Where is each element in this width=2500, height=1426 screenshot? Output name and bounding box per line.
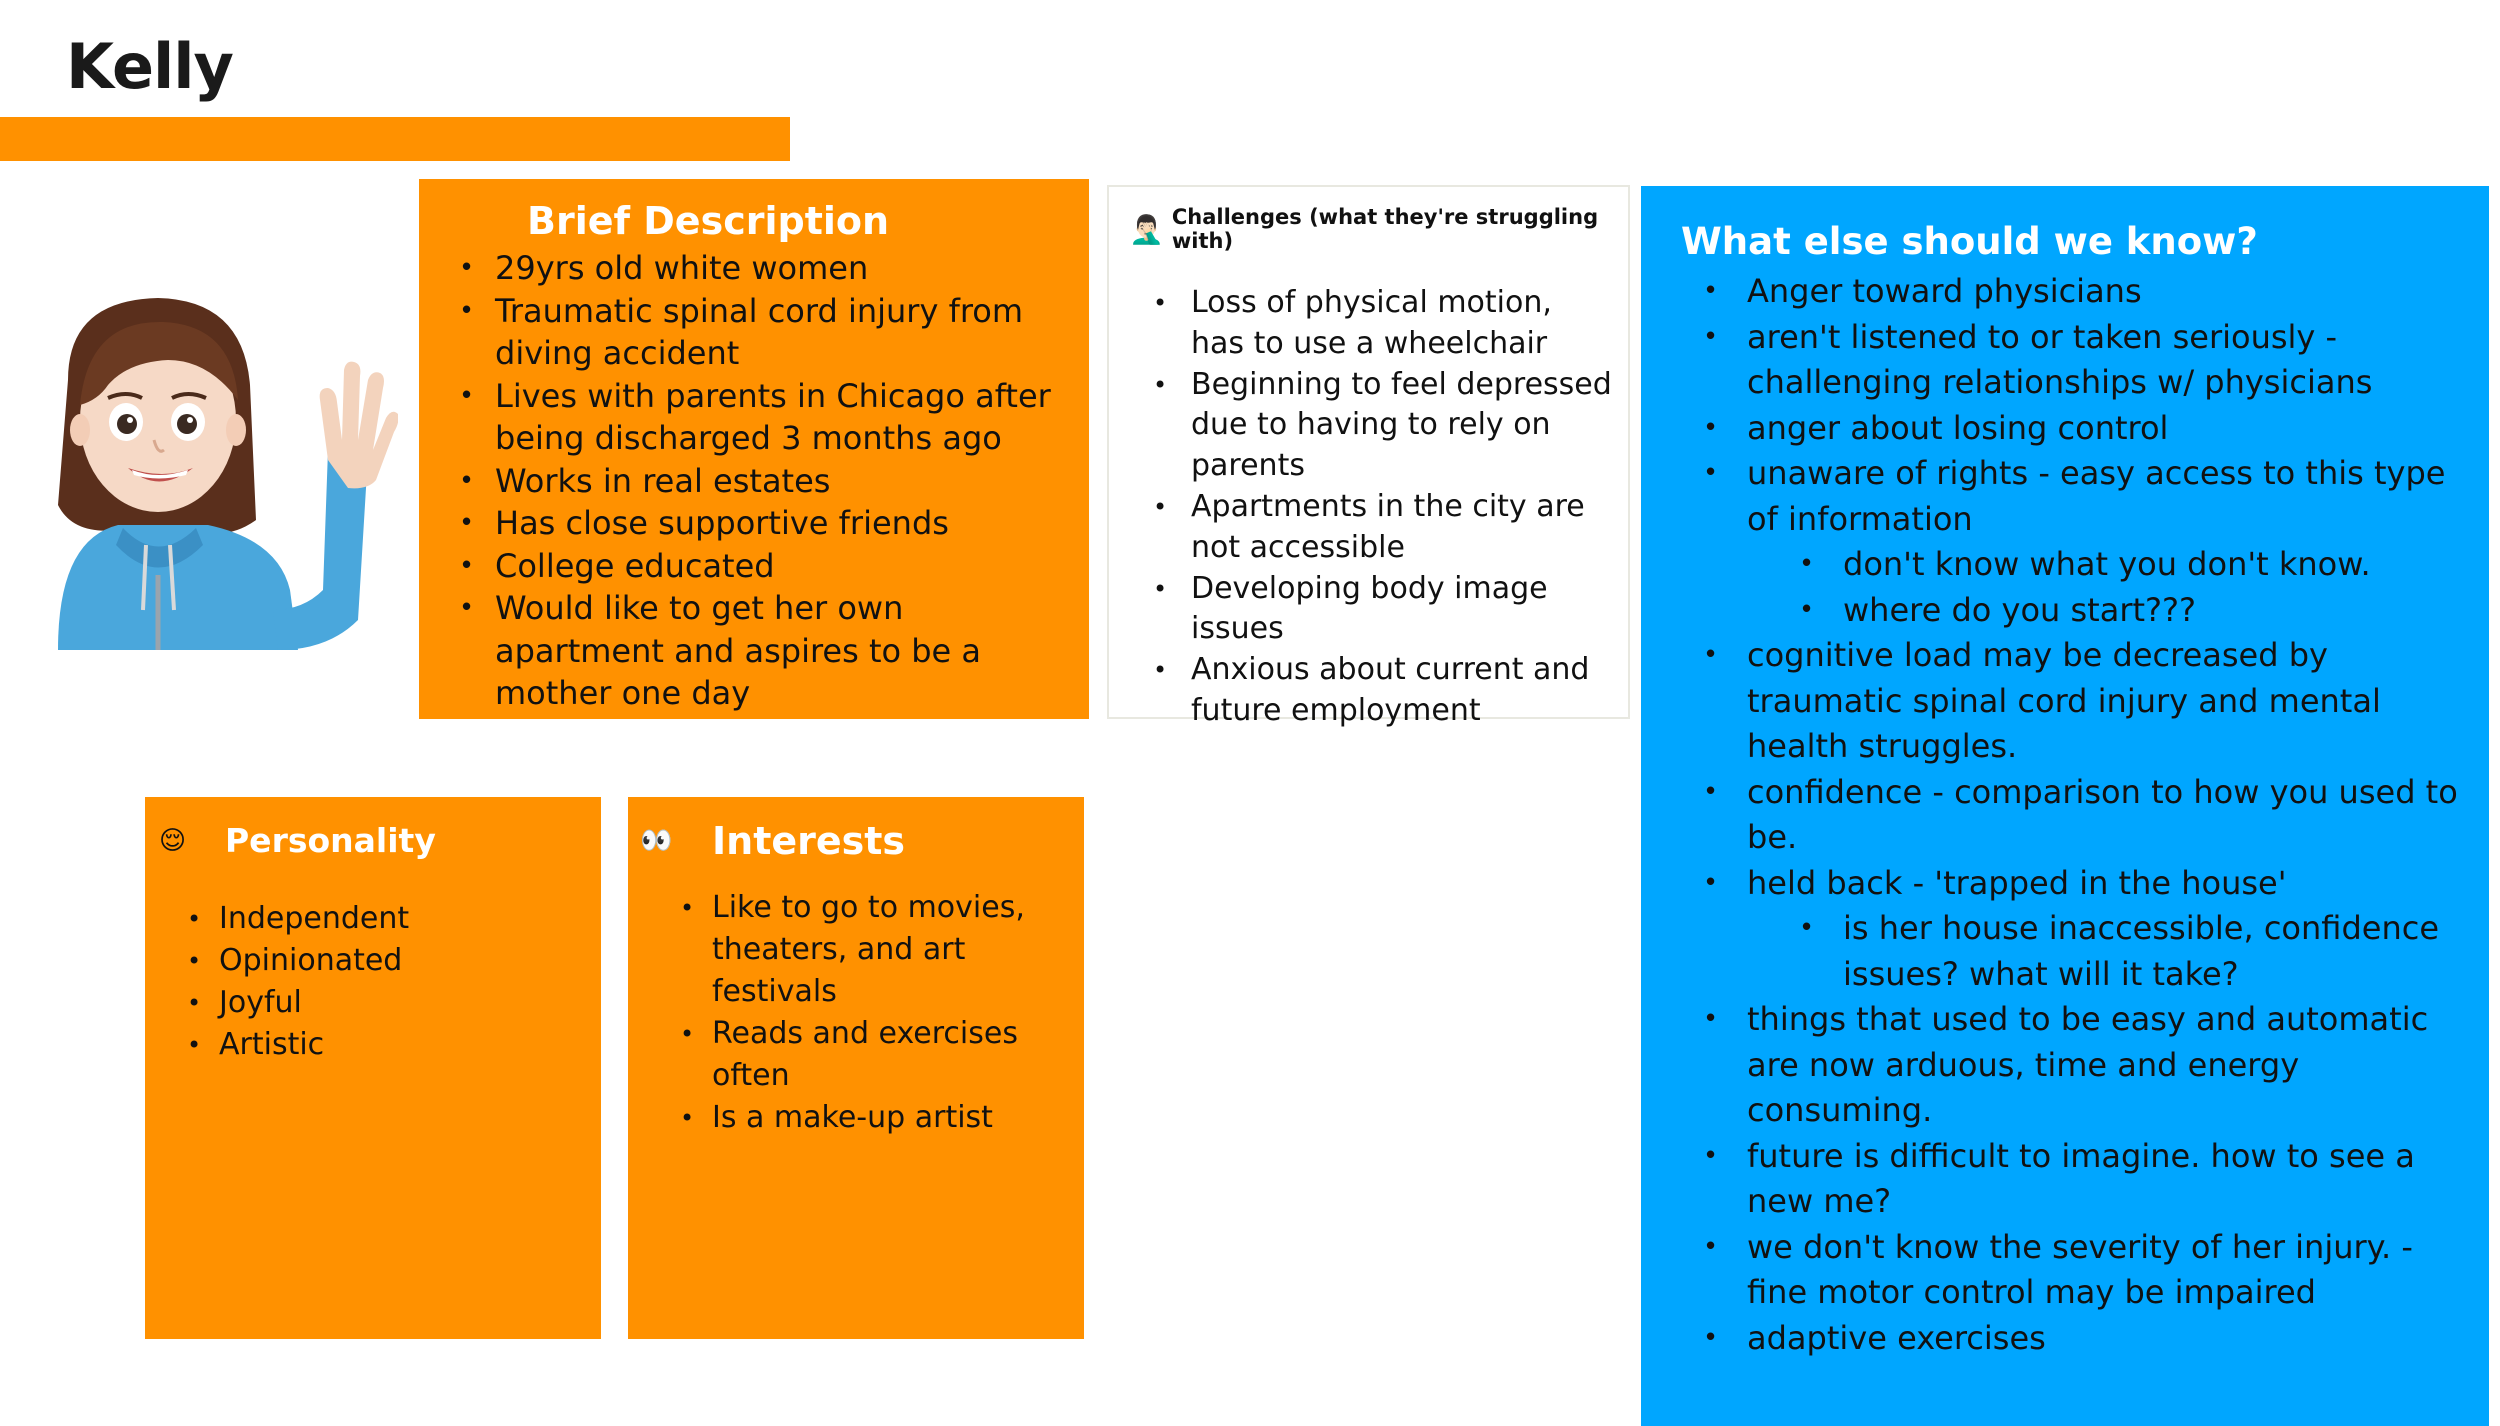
what-else-list: [1681, 269, 2469, 1361]
personality-card: [145, 797, 601, 1339]
sub-list-item: • is her house inaccessible, confidence issues? what will it take?: [1693, 906, 2469, 997]
list-item: • Joyful: [187, 982, 585, 1024]
sub-list-item: • don't know what you don't know.: [1693, 542, 2469, 588]
list-item: • Is a make-up artist: [680, 1097, 1068, 1139]
personality-title: Personality: [225, 821, 436, 860]
list-item: • Like to go to movies, theaters, and art festivals: [680, 887, 1068, 1013]
challenges-card: [1107, 185, 1630, 728]
list-item: • Anxious about current and future employment: [1153, 650, 1612, 732]
list-item: • anger about losing control: [1693, 406, 2469, 452]
list-item: • Beginning to feel depressed due to having to rely on parents: [1153, 365, 1612, 487]
list-item: • Would like to get her own apartment and aspires to be a mother one day: [459, 587, 1071, 715]
list-item: • Works in real estates: [459, 460, 1071, 503]
personality-list: [159, 898, 585, 1066]
list-item: • unaware of rights - easy access to this type of information: [1693, 451, 2469, 542]
brief-description-list: [459, 247, 1071, 715]
list-item: • Lives with parents in Chicago after being discharged 3 months ago: [459, 375, 1071, 460]
list-item: • 29yrs old white women: [459, 247, 1071, 290]
interests-card: [628, 797, 1084, 1339]
list-item: • confidence - comparison to how you used to be.: [1693, 770, 2469, 861]
waving-memoji-avatar-icon: [28, 290, 398, 650]
list-item: • things that used to be easy and automatic are now arduous, time and energy consuming.: [1693, 997, 2469, 1134]
challenges-list: [1129, 283, 1612, 732]
persona-name: Kelly: [66, 30, 233, 103]
list-item: • Reads and exercises often: [680, 1013, 1068, 1097]
list-item: • Artistic: [187, 1024, 585, 1066]
sub-list-item: • where do you start???: [1693, 588, 2469, 634]
interests-header: [640, 819, 1068, 863]
list-item: • Opinionated: [187, 940, 585, 982]
interests-title: Interests: [712, 819, 906, 863]
facepalm-icon: 🤦🏻‍♂️: [1129, 212, 1164, 246]
list-item: • Loss of physical motion, has to use a wheelchair: [1153, 283, 1612, 365]
list-item: • adaptive exercises: [1693, 1316, 2469, 1362]
list-item: • Apartments in the city are not accessible: [1153, 487, 1612, 569]
brief-description-card: [419, 179, 1089, 719]
list-item: • Developing body image issues: [1153, 569, 1612, 651]
relieved-face-icon: 😌: [159, 825, 187, 856]
brief-description-title: Brief Description: [527, 199, 890, 243]
list-item: • we don't know the severity of her injury. - fine motor control may be impaired: [1693, 1225, 2469, 1316]
what-else-card: [1641, 186, 2489, 1426]
list-item: • Traumatic spinal cord injury from diving accident: [459, 290, 1071, 375]
title-underline-bar: [0, 117, 790, 161]
eyes-icon: 👀: [640, 826, 673, 856]
challenges-title: Challenges (what they're struggling with): [1171, 205, 1599, 253]
challenges-header: [1129, 205, 1612, 253]
list-item: • aren't listened to or taken seriously - challenging relationships w/ physicians: [1693, 315, 2469, 406]
list-item: • Has close supportive friends: [459, 502, 1071, 545]
interests-list: [640, 887, 1068, 1139]
list-item: • Anger toward physicians: [1693, 269, 2469, 315]
list-item: • future is difficult to imagine. how to see a new me?: [1693, 1134, 2469, 1225]
what-else-title: What else should we know?: [1681, 220, 2258, 263]
list-item: • cognitive load may be decreased by traumatic spinal cord injury and mental health struggles.: [1693, 633, 2469, 770]
list-item: • Independent: [187, 898, 585, 940]
list-item: • held back - 'trapped in the house': [1693, 861, 2469, 907]
personality-header: [159, 821, 585, 860]
list-item: • College educated: [459, 545, 1071, 588]
